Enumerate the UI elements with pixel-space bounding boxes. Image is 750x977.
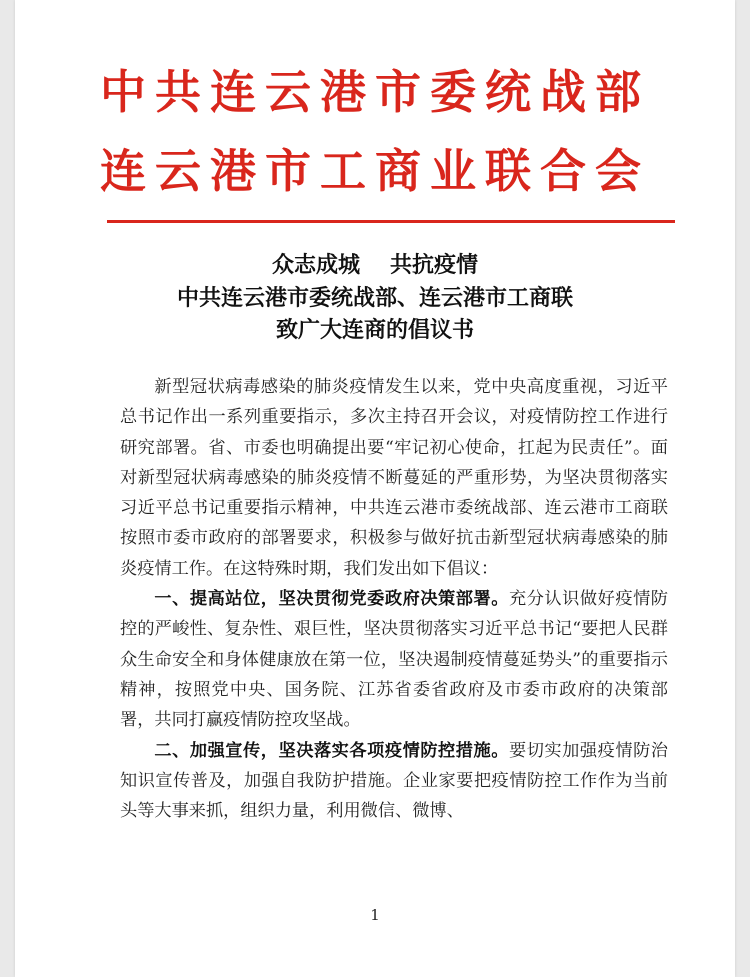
document-body	[120, 372, 668, 826]
header-line-1: 中共连云港市委统战部	[100, 65, 650, 119]
point-1-paragraph	[120, 584, 668, 735]
document-title-slogan	[15, 250, 735, 280]
slogan-part-1: 众志成城	[271, 252, 360, 278]
point-2-paragraph	[120, 736, 668, 827]
header-divider	[107, 220, 675, 223]
point-1-heading: 一、提高站位，坚决贯彻党委政府决策部署。	[154, 589, 509, 610]
slogan-part-2: 共抗疫情	[390, 252, 479, 278]
header-line-2: 连云港市工商业联合会	[100, 144, 650, 198]
point-1-text: 充分认识做好疫情防控的严峻性、复杂性、艰巨性，坚决贯彻落实习近平总书记“要把人民群众生命安全和身体健康放在第一位，坚决遏制疫情蔓延势头”的重要指示精神，按照党中央、国务院、江苏省委省政府及市委市政府的决策部署，共同打赢疫情防控攻坚战。	[120, 589, 668, 731]
document-title-line-2: 中共连云港市委统战部、连云港市工商联	[176, 285, 573, 311]
point-2-heading: 二、加强宣传，坚决落实各项疫情防控措施。	[154, 740, 509, 761]
document-title-line-3: 致广大连商的倡议书	[275, 317, 474, 343]
document-page	[15, 0, 735, 977]
intro-paragraph: 新型冠状病毒感染的肺炎疫情发生以来，党中央高度重视，习近平总书记作出一系列重要指示，多次主持召开会议，对疫情防控工作进行研究部署。省、市委也明确提出要“牢记初心使命，扛起为民责任”。面对新型冠状病毒感染的肺炎疫情不断蔓延的严重形势，为坚决贯彻落实习近平总书记重要指示精神，中共连云港市委统战部、连云港市工商联按照市委市政府的部署要求，积极参与做好抗击新型冠状病毒感染的肺炎疫情工作。在这特殊时期，我们发出如下倡议：	[120, 377, 668, 579]
page-number: 1	[370, 906, 380, 924]
point-2-text: 要切实加强疫情防治知识宣传普及，加强自我防护措施。企业家要把疫情防控工作作为当前头等大事来抓，组织力量，利用微信、微博、	[120, 740, 668, 822]
